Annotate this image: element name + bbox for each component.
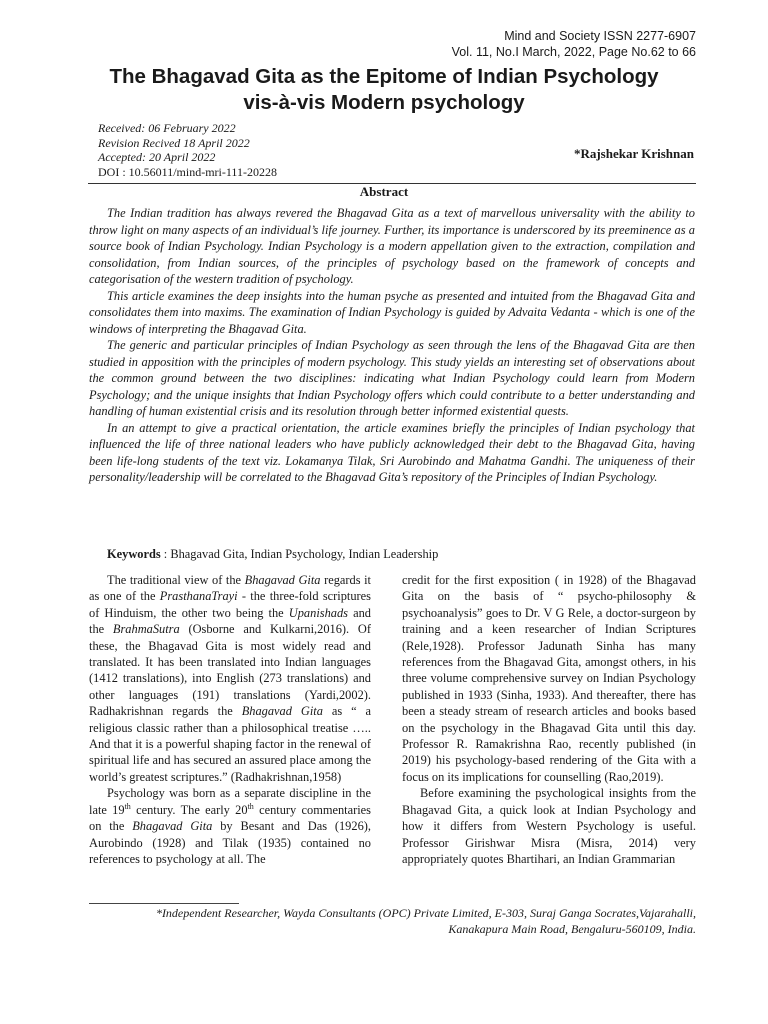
- author-name: *Rajshekar Krishnan: [573, 146, 694, 161]
- text-run-italic: Bhagavad Gita: [241, 704, 323, 719]
- superscript: th: [247, 801, 254, 811]
- abstract-paragraph: The Indian tradition has always revered the Bhagavad Gita as a text of marvellous universality with the ability to throw light on many aspects of an individual’s life journey. Further, its importance is underscored by its preeminence as a source book of Indian Psychology. Indian Psychology is a modern appellation given to the extraction, compilation and consolidation, from Indian sources, of the principles of psychology based on the framework of concepts and categorisation of the western tradition of psychology.: [89, 206, 695, 286]
- journal-info: [452, 28, 696, 60]
- abstract-paragraph: The generic and particular principles of Indian Psychology as seen through the lens of the Bhagavad Gita are then studied in apposition with the principles of modern psychology. This study yields an interesting set of observations about the common ground between the two disciplines: indicating what Indian Psychology could learn from Modern Psychology; and the unique insights that Indian Psychology offers which could contribute to a better understanding and handling of human existential crisis and its resolution through better informed existential quests.: [89, 338, 695, 418]
- text-run-italic: Bhagavad Gita: [244, 573, 321, 587]
- abstract-heading: Abstract: [359, 184, 409, 199]
- body-paragraph: [89, 572, 371, 785]
- text-run-italic: BrahmaSutra: [112, 622, 180, 637]
- abstract-body: [89, 205, 695, 486]
- paper-title-line2: vis-à-vis Modern psychology: [243, 91, 525, 114]
- text-run-italic: Upanishads: [288, 605, 348, 620]
- text-run: century. The early 20: [130, 802, 248, 817]
- body-column-right: [402, 572, 696, 867]
- text-run: century commentaries on the: [89, 802, 372, 834]
- doi: DOI : 10.56011/mind-mri-111-20228: [98, 164, 277, 179]
- received-date: Received: 06 February 2022: [98, 121, 236, 135]
- footnote-rule: [89, 903, 239, 904]
- text-run: Psychology was born as a separate discipline in the late 19: [89, 786, 371, 817]
- footnote-line1: *Independent Researcher, Wayda Consultants (OPC) Private Limited, E-303, Suraj Ganga Socrates,Vajarahalli,: [155, 906, 696, 920]
- body-paragraph: Before examining the psychological insights from the Bhagavad Gita, a quick look at Indian Psychology and how it differs from Western Psychology is useful. Professor Girishwar Misra (Misra, 2014) very appropriately quotes Bhartihari, an Indian Grammarian: [402, 786, 696, 866]
- keywords-label: Keywords: [107, 547, 161, 561]
- paper-title: [40, 64, 728, 116]
- keywords: [107, 547, 438, 562]
- revision-date: Revision Recived 18 April 2022: [98, 135, 250, 150]
- text-run: regards it as one of the: [89, 573, 371, 604]
- body-paragraph: [89, 785, 371, 867]
- text-run: and the: [89, 605, 371, 637]
- journal-name: Mind and Society ISSN 2277-6907: [504, 29, 696, 43]
- footnote-line2: Kanakapura Main Road, Bengaluru-560109, India.: [448, 921, 696, 936]
- text-run: as “ a religious classic rather than a philosophical treatise ….. And that it is a powerful shaping factor in the renewal of spiritual life and has secured an assured place among the world’s greatest scriptures.” (Radhakrishnan,1958): [89, 704, 371, 784]
- keywords-text: : Bhagavad Gita, Indian Psychology, Indian Leadership: [160, 547, 439, 561]
- journal-volume: Vol. 11, No.I March, 2022, Page No.62 to 66: [451, 45, 696, 59]
- paper-title-line1: The Bhagavad Gita as the Epitome of Indian Psychology: [109, 65, 659, 88]
- body-paragraph: credit for the first exposition ( in 1928) of the Bhagavad Gita on the basis of “ psycho-philosophy & psychoanalysis” goes to Dr. V G Rele, a doctor-surgeon by training and a keen researcher of Indian Scriptures (Rele,1928). Professor Jadunath Sinha has many references from the Bhagavad Gita, amongst others, in his three volume comprehensive survey on Indian Psychology published in 1933 (Sinha, 1933). And thereafter, there has been a steady stream of research articles and books based on the psychology in the Bhagavad Gita until this day. Professor R. Ramakrishna Rao, recently published (in 2019) his psychology-based rendering of the Gita with a focus on its implications for counselling (Rao,2019).: [402, 573, 696, 784]
- body-column-left: [89, 572, 371, 867]
- text-run: - the three-fold scriptures of Hinduism, the other two being the: [89, 589, 371, 620]
- abstract-paragraph: In an attempt to give a practical orientation, the article examines briefly the principles of Indian psychology that influenced the life of three national leaders who have publicly acknowledged their debt to the Bhagavad Gita, having been life-long students of the text viz. Lokamanya Tilak, Sri Aurobindo and Mahatma Gandhi. The uniqueness of their personality/leadership will be correlated to the Bhagavad Gita’s repository of the Principles of Indian Psychology.: [89, 420, 695, 484]
- text-run: by Besant and Das (1926), Aurobindo (1928) and Tilak (1935) contained no references to psychology at all. The: [89, 819, 371, 866]
- text-run: The traditional view of the: [107, 573, 245, 587]
- superscript: th: [124, 801, 131, 811]
- abstract-paragraph: This article examines the deep insights into the human psyche as presented and intuited from the Bhagavad Gita and consolidates them into maxims. The examination of Indian Psychology is guided by Advaita Vedanta - which is one of the windows of interpreting the Bhagavad Gita.: [89, 288, 695, 336]
- footnote: [89, 906, 696, 937]
- text-run: (Osborne and Kulkarni,2016). Of these, the Bhagavad Gita is most widely read and translated. It has been translated into Indian languages (1412 translations), into English (273 translations) and other languages (191) translations (Yardi,2002). Radhakrishnan regards the: [89, 622, 371, 719]
- text-run-italic: Bhagavad Gita: [132, 819, 213, 834]
- text-run-italic: PrasthanaTrayi: [159, 589, 238, 604]
- article-dates: [98, 121, 277, 179]
- accepted-date: Accepted: 20 April 2022: [98, 150, 216, 164]
